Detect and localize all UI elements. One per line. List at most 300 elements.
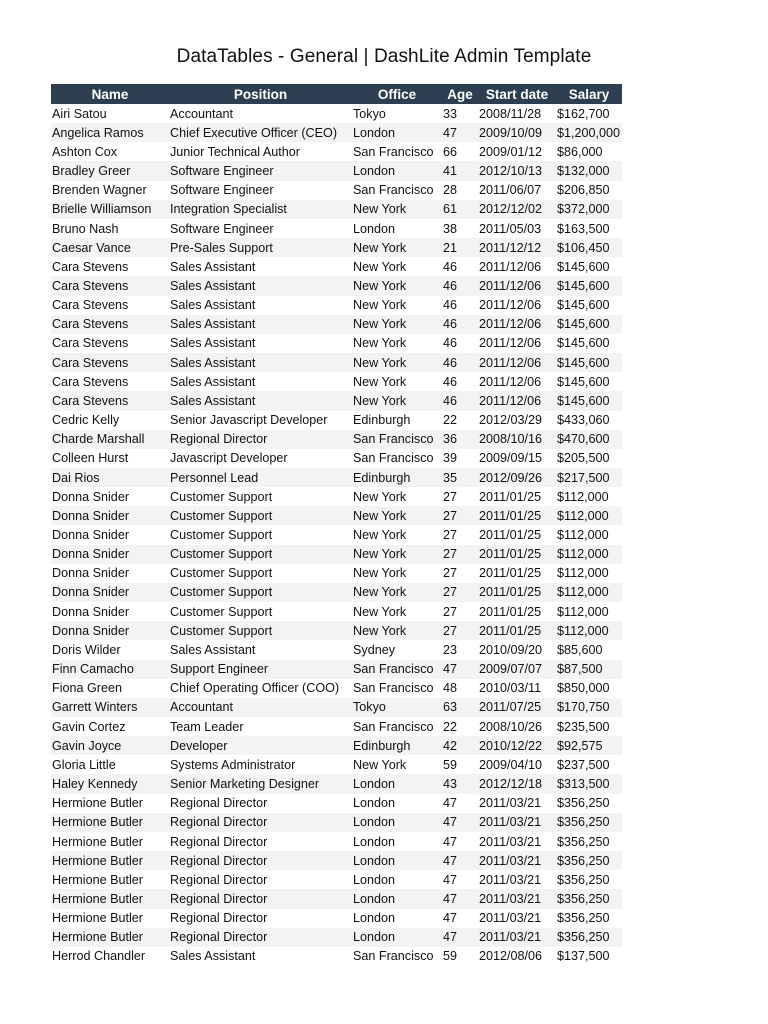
cell-age: 22 xyxy=(443,413,458,428)
cell-name: Garrett Winters xyxy=(52,700,138,715)
cell-salary: $132,000 xyxy=(557,164,610,179)
table-row xyxy=(51,161,622,180)
page-title: DataTables - General | DashLite Admin Template xyxy=(176,46,592,67)
cell-salary: $163,500 xyxy=(557,221,610,236)
cell-salary: $356,250 xyxy=(557,853,610,868)
cell-age: 47 xyxy=(443,796,458,811)
cell-office: London xyxy=(353,796,396,811)
cell-age: 59 xyxy=(443,757,458,772)
cell-name: Hermione Butler xyxy=(52,815,143,830)
cell-salary: $87,500 xyxy=(557,662,603,677)
cell-office: Edinburgh xyxy=(353,470,411,485)
cell-position: Regional Director xyxy=(170,432,268,447)
table-row xyxy=(51,851,622,870)
cell-office: London xyxy=(353,872,396,887)
cell-name: Cara Stevens xyxy=(52,355,129,370)
table-row xyxy=(51,928,622,947)
cell-name: Cara Stevens xyxy=(52,317,129,332)
cell-salary: $145,600 xyxy=(557,393,610,408)
cell-salary: $145,600 xyxy=(557,259,610,274)
cell-name: Airi Satou xyxy=(52,106,107,121)
table-row xyxy=(51,909,622,928)
cell-name: Cara Stevens xyxy=(52,259,129,274)
table-row xyxy=(51,430,622,449)
table-row xyxy=(51,794,622,813)
cell-age: 27 xyxy=(443,489,458,504)
cell-position: Regional Director xyxy=(170,930,268,945)
table-row xyxy=(51,545,622,564)
table-row xyxy=(51,813,622,832)
cell-age: 46 xyxy=(443,355,458,370)
cell-name: Caesar Vance xyxy=(52,240,131,255)
cell-start-date: 2009/04/10 xyxy=(479,757,543,772)
cell-position: Accountant xyxy=(170,106,234,121)
table-row xyxy=(51,660,622,679)
cell-name: Bruno Nash xyxy=(52,221,119,236)
cell-salary: $85,600 xyxy=(557,642,603,657)
table-row xyxy=(51,698,622,717)
cell-name: Ashton Cox xyxy=(52,144,118,159)
cell-name: Donna Snider xyxy=(52,508,130,523)
cell-salary: $112,000 xyxy=(557,585,609,600)
cell-start-date: 2012/09/26 xyxy=(479,470,543,485)
cell-start-date: 2011/03/21 xyxy=(479,796,542,811)
table-row xyxy=(51,315,622,334)
table-row xyxy=(51,717,622,736)
cell-position: Senior Marketing Designer xyxy=(170,777,320,792)
cell-office: New York xyxy=(353,202,407,217)
cell-office: New York xyxy=(353,259,407,274)
table-row xyxy=(51,640,622,659)
cell-name: Hermione Butler xyxy=(52,872,143,887)
cell-salary: $137,500 xyxy=(557,949,610,964)
cell-start-date: 2011/12/06 xyxy=(479,317,542,332)
cell-position: Sales Assistant xyxy=(170,374,256,389)
cell-position: Regional Director xyxy=(170,796,268,811)
cell-start-date: 2011/03/21 xyxy=(479,834,542,849)
cell-name: Dai Rios xyxy=(52,470,100,485)
cell-start-date: 2012/12/18 xyxy=(479,777,543,792)
cell-age: 61 xyxy=(443,202,458,217)
table-row xyxy=(51,621,622,640)
cell-salary: $356,250 xyxy=(557,891,610,906)
cell-age: 63 xyxy=(443,700,458,715)
cell-position: Sales Assistant xyxy=(170,298,256,313)
cell-name: Gloria Little xyxy=(52,757,116,772)
cell-position: Customer Support xyxy=(170,489,273,504)
cell-age: 46 xyxy=(443,374,458,389)
cell-start-date: 2012/08/06 xyxy=(479,949,543,964)
column-header-name[interactable]: Name xyxy=(51,84,169,104)
column-header-start-date[interactable]: Start date xyxy=(478,84,556,104)
cell-office: New York xyxy=(353,393,407,408)
cell-age: 27 xyxy=(443,508,458,523)
table-row xyxy=(51,774,622,793)
cell-salary: $145,600 xyxy=(557,374,610,389)
cell-start-date: 2009/09/15 xyxy=(479,451,543,466)
cell-start-date: 2011/03/21 xyxy=(479,911,542,926)
cell-office: New York xyxy=(353,489,407,504)
cell-name: Cedric Kelly xyxy=(52,413,120,428)
cell-office: London xyxy=(353,834,396,849)
cell-position: Team Leader xyxy=(170,719,244,734)
table-row xyxy=(51,947,622,966)
cell-position: Regional Director xyxy=(170,815,268,830)
table-row xyxy=(51,679,622,698)
cell-position: Sales Assistant xyxy=(170,949,256,964)
cell-office: San Francisco xyxy=(353,949,434,964)
cell-position: Sales Assistant xyxy=(170,336,256,351)
cell-office: London xyxy=(353,164,396,179)
employee-table xyxy=(51,84,622,966)
cell-age: 47 xyxy=(443,125,458,140)
cell-salary: $313,500 xyxy=(557,777,610,792)
table-row xyxy=(51,449,622,468)
cell-position: Regional Director xyxy=(170,853,268,868)
cell-position: Regional Director xyxy=(170,872,268,887)
cell-office: New York xyxy=(353,278,407,293)
cell-office: New York xyxy=(353,566,407,581)
table-row xyxy=(51,200,622,219)
cell-start-date: 2011/03/21 xyxy=(479,891,542,906)
cell-position: Sales Assistant xyxy=(170,259,256,274)
cell-salary: $850,000 xyxy=(557,681,610,696)
cell-office: London xyxy=(353,911,396,926)
cell-start-date: 2011/12/06 xyxy=(479,259,542,274)
cell-salary: $112,000 xyxy=(557,623,609,638)
cell-position: Chief Operating Officer (COO) xyxy=(170,681,340,696)
cell-age: 59 xyxy=(443,949,458,964)
cell-age: 47 xyxy=(443,930,458,945)
table-row xyxy=(51,564,622,583)
cell-salary: $356,250 xyxy=(557,930,610,945)
cell-position: Customer Support xyxy=(170,604,273,619)
cell-office: Tokyo xyxy=(353,700,386,715)
cell-position: Customer Support xyxy=(170,528,273,543)
cell-name: Brenden Wagner xyxy=(52,183,147,198)
cell-start-date: 2012/03/29 xyxy=(479,413,543,428)
cell-name: Donna Snider xyxy=(52,489,130,504)
cell-start-date: 2011/03/21 xyxy=(479,815,542,830)
cell-position: Customer Support xyxy=(170,623,273,638)
table-row xyxy=(51,487,622,506)
cell-age: 27 xyxy=(443,566,458,581)
column-header-position[interactable]: Position xyxy=(169,84,352,104)
cell-age: 48 xyxy=(443,681,458,696)
table-row xyxy=(51,334,622,353)
cell-start-date: 2011/12/06 xyxy=(479,374,542,389)
cell-name: Haley Kennedy xyxy=(52,777,138,792)
cell-office: San Francisco xyxy=(353,681,434,696)
cell-salary: $356,250 xyxy=(557,834,610,849)
cell-salary: $237,500 xyxy=(557,757,610,772)
cell-age: 47 xyxy=(443,815,458,830)
cell-position: Support Engineer xyxy=(170,662,269,677)
cell-start-date: 2009/10/09 xyxy=(479,125,543,140)
cell-name: Donna Snider xyxy=(52,585,130,600)
cell-age: 46 xyxy=(443,259,458,274)
cell-office: New York xyxy=(353,508,407,523)
header-row xyxy=(51,84,622,104)
table-row xyxy=(51,142,622,161)
cell-position: Pre-Sales Support xyxy=(170,240,273,255)
cell-position: Junior Technical Author xyxy=(170,144,300,159)
cell-office: New York xyxy=(353,528,407,543)
table-row xyxy=(51,889,622,908)
cell-office: New York xyxy=(353,585,407,600)
cell-age: 46 xyxy=(443,298,458,313)
cell-position: Sales Assistant xyxy=(170,393,256,408)
cell-age: 39 xyxy=(443,451,458,466)
cell-start-date: 2011/12/06 xyxy=(479,355,542,370)
cell-age: 35 xyxy=(443,470,458,485)
cell-office: New York xyxy=(353,374,407,389)
cell-name: Finn Camacho xyxy=(52,662,134,677)
cell-age: 22 xyxy=(443,719,458,734)
cell-start-date: 2011/12/06 xyxy=(479,336,542,351)
cell-age: 47 xyxy=(443,872,458,887)
cell-name: Angelica Ramos xyxy=(52,125,144,140)
cell-position: Systems Administrator xyxy=(170,757,296,772)
cell-age: 27 xyxy=(443,528,458,543)
cell-age: 27 xyxy=(443,585,458,600)
cell-position: Customer Support xyxy=(170,547,273,562)
cell-start-date: 2011/12/06 xyxy=(479,278,542,293)
cell-salary: $112,000 xyxy=(557,489,609,504)
cell-name: Cara Stevens xyxy=(52,374,129,389)
cell-salary: $235,500 xyxy=(557,719,610,734)
cell-salary: $205,500 xyxy=(557,451,610,466)
cell-age: 47 xyxy=(443,891,458,906)
cell-start-date: 2011/12/06 xyxy=(479,393,542,408)
cell-salary: $92,575 xyxy=(557,738,603,753)
cell-position: Regional Director xyxy=(170,891,268,906)
cell-salary: $162,700 xyxy=(557,106,610,121)
cell-age: 47 xyxy=(443,853,458,868)
cell-name: Donna Snider xyxy=(52,604,130,619)
cell-salary: $356,250 xyxy=(557,815,610,830)
cell-age: 47 xyxy=(443,834,458,849)
cell-start-date: 2008/10/26 xyxy=(479,719,543,734)
cell-start-date: 2012/12/02 xyxy=(479,202,543,217)
cell-office: San Francisco xyxy=(353,719,434,734)
table-row xyxy=(51,832,622,851)
table-row xyxy=(51,755,622,774)
cell-office: Sydney xyxy=(353,642,396,657)
cell-name: Cara Stevens xyxy=(52,336,129,351)
cell-position: Accountant xyxy=(170,700,234,715)
table-row xyxy=(51,257,622,276)
cell-salary: $170,750 xyxy=(557,700,610,715)
cell-salary: $433,060 xyxy=(557,413,610,428)
cell-position: Software Engineer xyxy=(170,164,274,179)
cell-name: Cara Stevens xyxy=(52,278,129,293)
cell-salary: $217,500 xyxy=(557,470,610,485)
cell-name: Hermione Butler xyxy=(52,796,143,811)
cell-office: San Francisco xyxy=(353,432,434,447)
cell-name: Gavin Joyce xyxy=(52,738,122,753)
cell-office: New York xyxy=(353,240,407,255)
table-row xyxy=(51,870,622,889)
cell-start-date: 2010/09/20 xyxy=(479,642,543,657)
cell-salary: $112,000 xyxy=(557,508,609,523)
cell-start-date: 2011/05/03 xyxy=(479,221,542,236)
cell-name: Cara Stevens xyxy=(52,393,129,408)
cell-start-date: 2009/07/07 xyxy=(479,662,543,677)
column-header-salary[interactable]: Salary xyxy=(556,84,622,104)
cell-start-date: 2008/10/16 xyxy=(479,432,543,447)
cell-name: Donna Snider xyxy=(52,566,130,581)
cell-salary: $1,200,000 xyxy=(557,125,621,140)
cell-age: 23 xyxy=(443,642,458,657)
cell-office: London xyxy=(353,891,396,906)
cell-age: 38 xyxy=(443,221,458,236)
table-row xyxy=(51,583,622,602)
cell-salary: $106,450 xyxy=(557,240,610,255)
table-row xyxy=(51,468,622,487)
cell-salary: $145,600 xyxy=(557,355,610,370)
table-row xyxy=(51,391,622,410)
cell-name: Cara Stevens xyxy=(52,298,129,313)
table-row xyxy=(51,506,622,525)
cell-office: New York xyxy=(353,355,407,370)
cell-start-date: 2009/01/12 xyxy=(479,144,543,159)
cell-position: Developer xyxy=(170,738,228,753)
cell-office: London xyxy=(353,930,396,945)
table-header xyxy=(51,84,622,104)
cell-name: Brielle Williamson xyxy=(52,202,152,217)
table-row xyxy=(51,602,622,621)
cell-name: Fiona Green xyxy=(52,681,123,696)
cell-salary: $112,000 xyxy=(557,566,609,581)
cell-salary: $356,250 xyxy=(557,872,610,887)
table-row xyxy=(51,238,622,257)
cell-salary: $470,600 xyxy=(557,432,610,447)
cell-name: Hermione Butler xyxy=(52,930,143,945)
table-row xyxy=(51,276,622,295)
cell-position: Sales Assistant xyxy=(170,278,256,293)
cell-name: Herrod Chandler xyxy=(52,949,146,964)
cell-start-date: 2011/01/25 xyxy=(479,489,542,504)
table-body xyxy=(51,104,622,966)
cell-name: Hermione Butler xyxy=(52,911,143,926)
cell-salary: $86,000 xyxy=(557,144,603,159)
cell-office: New York xyxy=(353,317,407,332)
cell-office: London xyxy=(353,853,396,868)
cell-salary: $112,000 xyxy=(557,528,609,543)
cell-start-date: 2011/07/25 xyxy=(479,700,542,715)
table-row xyxy=(51,411,622,430)
cell-start-date: 2011/01/25 xyxy=(479,585,542,600)
cell-salary: $145,600 xyxy=(557,298,610,313)
cell-position: Regional Director xyxy=(170,834,268,849)
cell-age: 47 xyxy=(443,662,458,677)
cell-office: Edinburgh xyxy=(353,413,411,428)
cell-salary: $145,600 xyxy=(557,317,610,332)
cell-start-date: 2008/11/28 xyxy=(479,106,542,121)
table-row xyxy=(51,181,622,200)
cell-office: New York xyxy=(353,298,407,313)
cell-name: Doris Wilder xyxy=(52,642,121,657)
table-row xyxy=(51,372,622,391)
cell-age: 27 xyxy=(443,623,458,638)
cell-name: Hermione Butler xyxy=(52,834,143,849)
cell-age: 36 xyxy=(443,432,458,447)
cell-salary: $145,600 xyxy=(557,336,610,351)
cell-position: Customer Support xyxy=(170,585,273,600)
cell-start-date: 2011/03/21 xyxy=(479,872,542,887)
cell-age: 27 xyxy=(443,547,458,562)
cell-start-date: 2010/12/22 xyxy=(479,738,543,753)
table-row xyxy=(51,296,622,315)
cell-position: Integration Specialist xyxy=(170,202,287,217)
table-row xyxy=(51,219,622,238)
cell-age: 46 xyxy=(443,336,458,351)
cell-name: Hermione Butler xyxy=(52,891,143,906)
cell-office: Tokyo xyxy=(353,106,386,121)
cell-start-date: 2011/06/07 xyxy=(479,183,542,198)
cell-office: London xyxy=(353,777,396,792)
cell-name: Donna Snider xyxy=(52,547,130,562)
cell-name: Gavin Cortez xyxy=(52,719,126,734)
cell-office: Edinburgh xyxy=(353,738,411,753)
cell-salary: $372,000 xyxy=(557,202,610,217)
cell-position: Software Engineer xyxy=(170,221,274,236)
cell-position: Customer Support xyxy=(170,508,273,523)
cell-age: 43 xyxy=(443,777,458,792)
cell-start-date: 2011/03/21 xyxy=(479,853,542,868)
cell-name: Colleen Hurst xyxy=(52,451,129,466)
cell-position: Javascript Developer xyxy=(170,451,288,466)
cell-office: San Francisco xyxy=(353,183,434,198)
cell-age: 41 xyxy=(443,164,458,179)
table-row xyxy=(51,353,622,372)
cell-office: London xyxy=(353,125,396,140)
cell-salary: $356,250 xyxy=(557,796,610,811)
cell-age: 27 xyxy=(443,604,458,619)
cell-position: Customer Support xyxy=(170,566,273,581)
cell-age: 66 xyxy=(443,144,458,159)
column-header-office[interactable]: Office xyxy=(352,84,442,104)
cell-start-date: 2011/01/25 xyxy=(479,566,542,581)
cell-position: Senior Javascript Developer xyxy=(170,413,328,428)
table-row xyxy=(51,104,622,123)
cell-start-date: 2011/12/12 xyxy=(479,240,542,255)
cell-name: Donna Snider xyxy=(52,623,130,638)
column-header-age[interactable]: Age xyxy=(442,84,478,104)
cell-start-date: 2011/12/06 xyxy=(479,298,542,313)
cell-name: Donna Snider xyxy=(52,528,130,543)
cell-office: New York xyxy=(353,336,407,351)
cell-name: Bradley Greer xyxy=(52,164,131,179)
cell-age: 33 xyxy=(443,106,458,121)
cell-office: London xyxy=(353,815,396,830)
cell-office: New York xyxy=(353,623,407,638)
cell-start-date: 2011/01/25 xyxy=(479,547,542,562)
cell-start-date: 2011/01/25 xyxy=(479,528,542,543)
cell-salary: $112,000 xyxy=(557,604,609,619)
cell-position: Sales Assistant xyxy=(170,317,256,332)
cell-start-date: 2010/03/11 xyxy=(479,681,542,696)
cell-salary: $112,000 xyxy=(557,547,609,562)
cell-age: 28 xyxy=(443,183,458,198)
cell-age: 46 xyxy=(443,278,458,293)
cell-office: San Francisco xyxy=(353,451,434,466)
cell-position: Software Engineer xyxy=(170,183,274,198)
cell-start-date: 2012/10/13 xyxy=(479,164,543,179)
table-row xyxy=(51,736,622,755)
cell-age: 47 xyxy=(443,911,458,926)
